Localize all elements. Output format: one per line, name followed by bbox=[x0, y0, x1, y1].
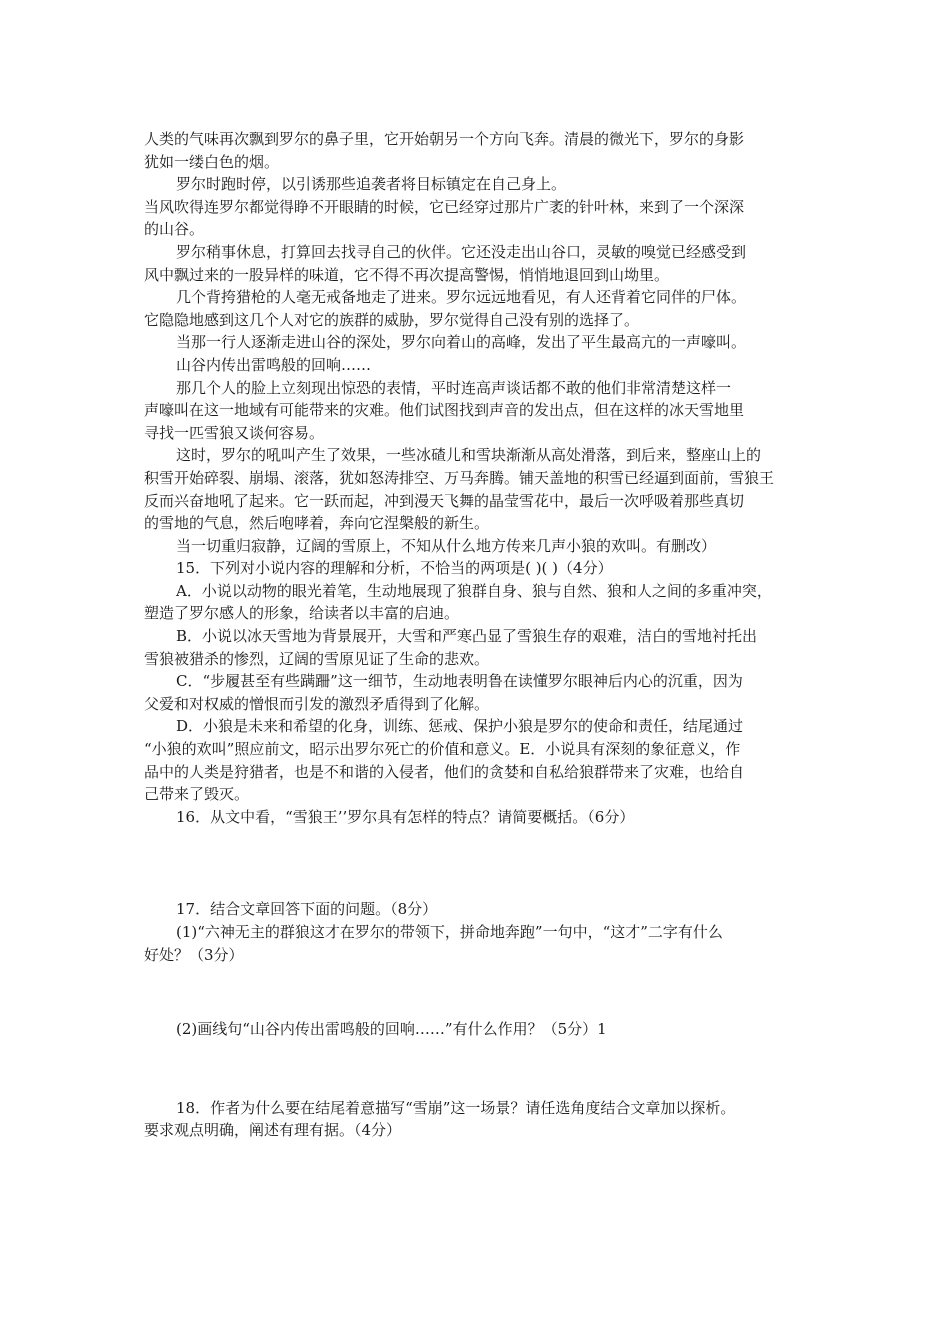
option-b-cont: 雪狼被猎杀的惨烈，辽阔的雪原见证了生命的悲欢。 bbox=[144, 649, 490, 668]
question-17-part-1: (1)“六神无主的群狼这才在罗尔的带领下，拼命地奔跑”一句中，“这才”二字有什么 bbox=[176, 923, 723, 941]
answer-space bbox=[144, 1041, 816, 1097]
passage-line: 人类的气味再次飘到罗尔的鼻子里，它开始朝另一个方向飞奔。清晨的微光下，罗尔的身影 bbox=[144, 130, 745, 148]
passage-line: 罗尔稍事休息，打算回去找寻自己的伙伴。它还没走出山谷口，灵敏的嗅觉已经感受到 bbox=[176, 242, 747, 261]
question-17-part-2: (2)画线句“山谷内传出雷鸣般的回响……”有什么作用？（5分）1 bbox=[176, 1020, 607, 1039]
option-d: D．小狼是未来和希望的化身，训练、惩戒、保护小狼是罗尔的使命和责任，结尾通过 bbox=[176, 717, 744, 736]
question-16: 16．从文中看，“雪狼王’’罗尔具有怎样的特点？请简要概括。（6分） bbox=[176, 807, 635, 826]
option-b: B．小说以冰天雪地为背景展开，大雪和严寒凸显了雪狼生存的艰难，洁白的雪地衬托出 bbox=[176, 627, 758, 646]
question-15-stem: 15．下列对小说内容的理解和分析，不恰当的两项是( )( )（4分） bbox=[176, 559, 613, 578]
passage-line: 犹如一缕白色的烟。 bbox=[144, 152, 280, 171]
question-17-part-1-cont: 好处？（3分） bbox=[144, 945, 244, 964]
passage-line: 几个背挎猎枪的人毫无戒备地走了进来。罗尔远远地看见，有人还背着它同伴的尸体。 bbox=[176, 288, 747, 307]
passage-line: 的山谷。 bbox=[144, 220, 205, 239]
question-18: 18．作者为什么要在结尾着意描写“雪崩”这一场景？请任选角度结合文章加以探析。 bbox=[176, 1098, 736, 1117]
answer-space bbox=[144, 966, 816, 1018]
passage-line: 罗尔时跑时停，以引诱那些追袭者将目标镇定在自己身上。 bbox=[176, 175, 567, 194]
option-e-cont: 己带来了毁灭。 bbox=[144, 785, 250, 804]
passage-line: 这时，罗尔的吼叫产生了效果，一些冰碴儿和雪块渐渐从高处滑落，到后来，整座山上的 bbox=[176, 446, 762, 465]
passage-line: 当那一行人逐渐走进山谷的深处，罗尔向着山的高峰，发出了平生最高亢的一声嚎叫。 bbox=[176, 333, 747, 352]
answer-space bbox=[144, 828, 816, 898]
passage-line: 的雪地的气息，然后咆哮着，奔向它涅槃般的新生。 bbox=[144, 514, 490, 533]
passage-line: 当一切重归寂静，辽阔的雪原上，不知从什么地方传来几声小狼的欢叫。有删改） bbox=[176, 536, 717, 555]
passage-line: 寻找一匹雪狼又谈何容易。 bbox=[144, 423, 325, 442]
option-d-cont: “小狼的欢叫”照应前文，昭示出罗尔死亡的价值和意义。E．小说具有深刻的象征意义，作 bbox=[144, 740, 741, 759]
option-a: A．小说以动物的眼光着笔，生动地展现了狼群自身、狼与自然、狼和人之间的多重冲突， bbox=[176, 581, 772, 600]
option-c-cont: 父爱和对权威的憎恨而引发的激烈矛盾得到了化解。 bbox=[144, 694, 490, 713]
option-e-cont: 品中的人类是狩猎者，也是不和谐的入侵者，他们的贪婪和自私给狼群带来了灾难，也给自 bbox=[144, 762, 745, 781]
passage-line: 声嚎叫在这一地域有可能带来的灾难。他们试图找到声音的发出点，但在这样的冰天雪地里 bbox=[144, 401, 745, 420]
option-c: C．“步履甚至有些蹒跚”这一细节，生动地表明鲁在读懂罗尔眼神后内心的沉重，因为 bbox=[176, 672, 743, 691]
question-18-cont: 要求观点明确，阐述有理有据。（4分） bbox=[144, 1121, 402, 1140]
passage-line: 它隐隐地感到这几个人对它的族群的威胁，罗尔觉得自己没有别的选择了。 bbox=[144, 310, 640, 329]
text-body bbox=[144, 128, 816, 1142]
passage-line: 积雪开始碎裂、崩塌、滚落，犹如怒涛排空、万马奔腾。铺天盖地的积雪已经逼到面前，雪狼王 bbox=[144, 468, 775, 487]
passage-line: 反而兴奋地吼了起来。它一跃而起，冲到漫天飞舞的晶莹雪花中，最后一次呼吸着那些真切 bbox=[144, 491, 745, 510]
question-17-stem: 17．结合文章回答下面的问题。（8分） bbox=[176, 900, 438, 919]
passage-line: 那几个人的脸上立刻现出惊恐的表情，平时连高声谈话都不敢的他们非常清楚这样一 bbox=[176, 378, 732, 397]
passage-line: 风中飘过来的一股异样的味道，它不得不再次提高警惕，悄悄地退回到山坳里。 bbox=[144, 265, 670, 284]
passage-line: 当风吹得连罗尔都觉得睁不开眼睛的时候，它已经穿过那片广袤的针叶林，来到了一个深深 bbox=[144, 197, 745, 216]
option-a-cont: 塑造了罗尔感人的形象，给读者以丰富的启迪。 bbox=[144, 604, 460, 623]
passage-line: 山谷内传出雷鸣般的回响…… bbox=[176, 355, 372, 374]
